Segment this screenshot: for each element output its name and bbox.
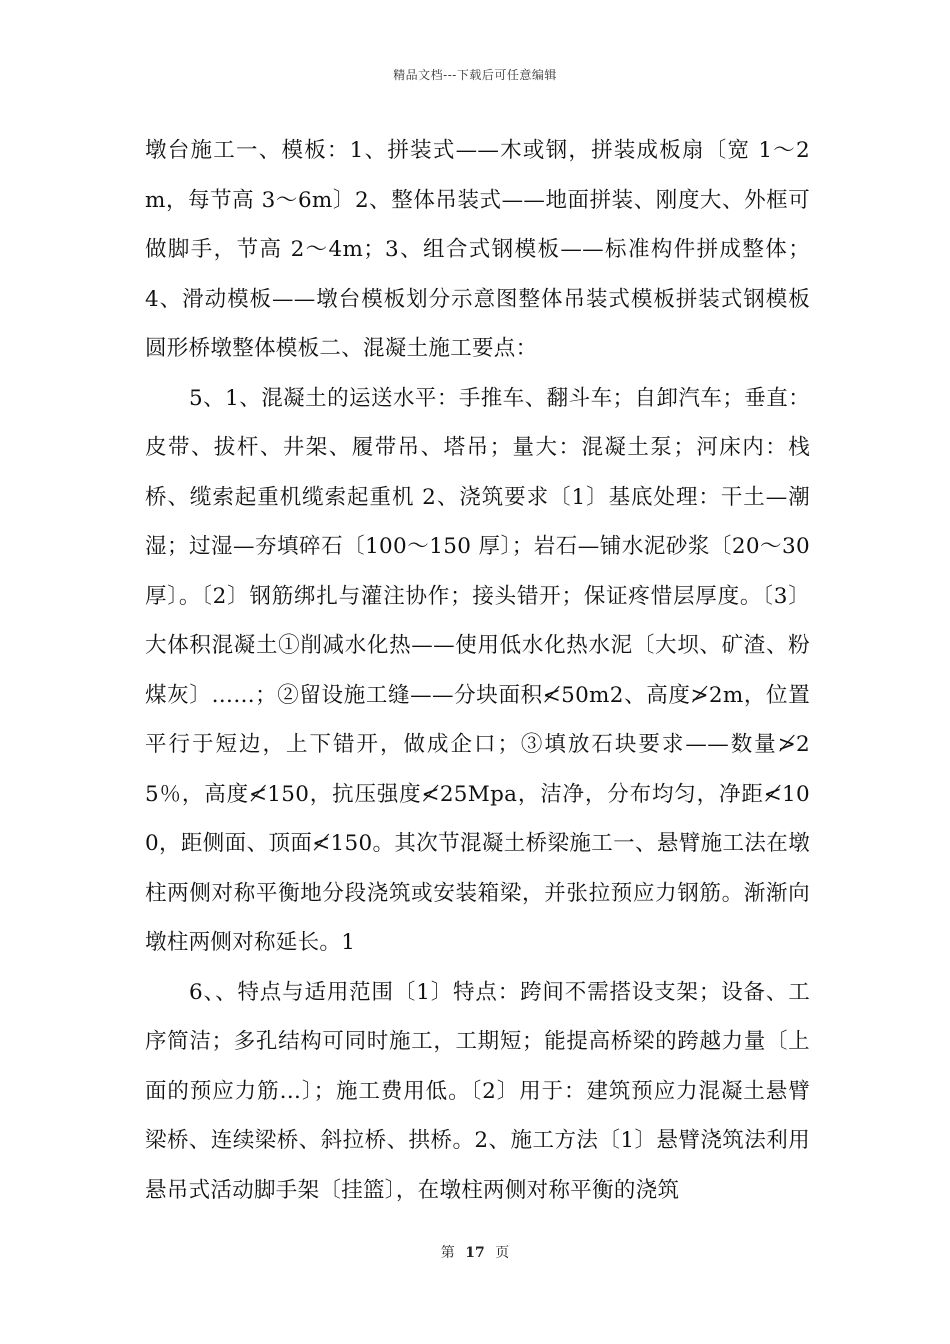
paragraph-1: 墩台施工一、模板：1、拼装式——木或钢，拼装成板扇〔宽 1～2m，每节高 3～6m〕2、整体吊装式——地面拼装、刚度大、外框可做脚手，节高 2～4m；3、组合式钢模板——标准构件拼成整体；4、滑动模板——墩台模板划分示意图整体吊装式模板拼装式钢模板圆形桥墩整体模板二、混凝土施工要点： [145,138,810,361]
paragraph-2: 5、1、混凝土的运送水平：手推车、翻斗车；自卸汽车；垂直：皮带、拔杆、井架、履带吊、塔吊；量大：混凝土泵；河床内：栈桥、缆索起重机缆索起重机 2、浇筑要求〔1〕基底处理：干土—潮湿；过湿—夯填碎石〔100～150 厚〕；岩石—铺水泥砂浆〔20～30厚〕。〔2〕钢筋绑扎与灌注协作；接头错开；保证疼惜层厚度。〔3〕大体积混凝土①削减水化热——使用低水化热水泥〔大坝、矿渣、粉煤灰〕……；②留设施工缝——分块面积≮50m2、高度≯2m，位置平行于短边，上下错开，做成企口；③填放石块要求——数量≯25％，高度≮150，抗压强度≮25Mpa，洁净，分布均匀，净距≮100，距侧面、顶面≮150。其次节混凝土桥梁施工一、悬臂施工法在墩柱两侧对称平衡地分段浇筑或安装箱梁，并张拉预应力钢筋。渐渐向墩柱两侧对称延长。1 [145,385,810,955]
page-footer [0,1242,950,1262]
header-text: 精品文档---下载后可任意编辑 [393,68,557,82]
page-header [0,66,950,83]
paragraph-3: 6、、特点与适用范围〔1〕特点：跨间不需搭设支架；设备、工序简洁；多孔结构可同时施工，工期短；能提高桥梁的跨越力量〔上面的预应力筋…〕；施工费用低。〔2〕用于：建筑预应力混凝土悬臂梁桥、连续梁桥、斜拉桥、拱桥。2、施工方法〔1〕悬臂浇筑法利用悬吊式活动脚手架〔挂篮〕，在墩柱两侧对称平衡的浇筑 [145,979,810,1203]
footer-suffix: 页 [495,1245,510,1261]
footer-prefix: 第 [440,1245,455,1261]
document-body [145,126,810,1215]
page-number: 17 [465,1245,485,1261]
